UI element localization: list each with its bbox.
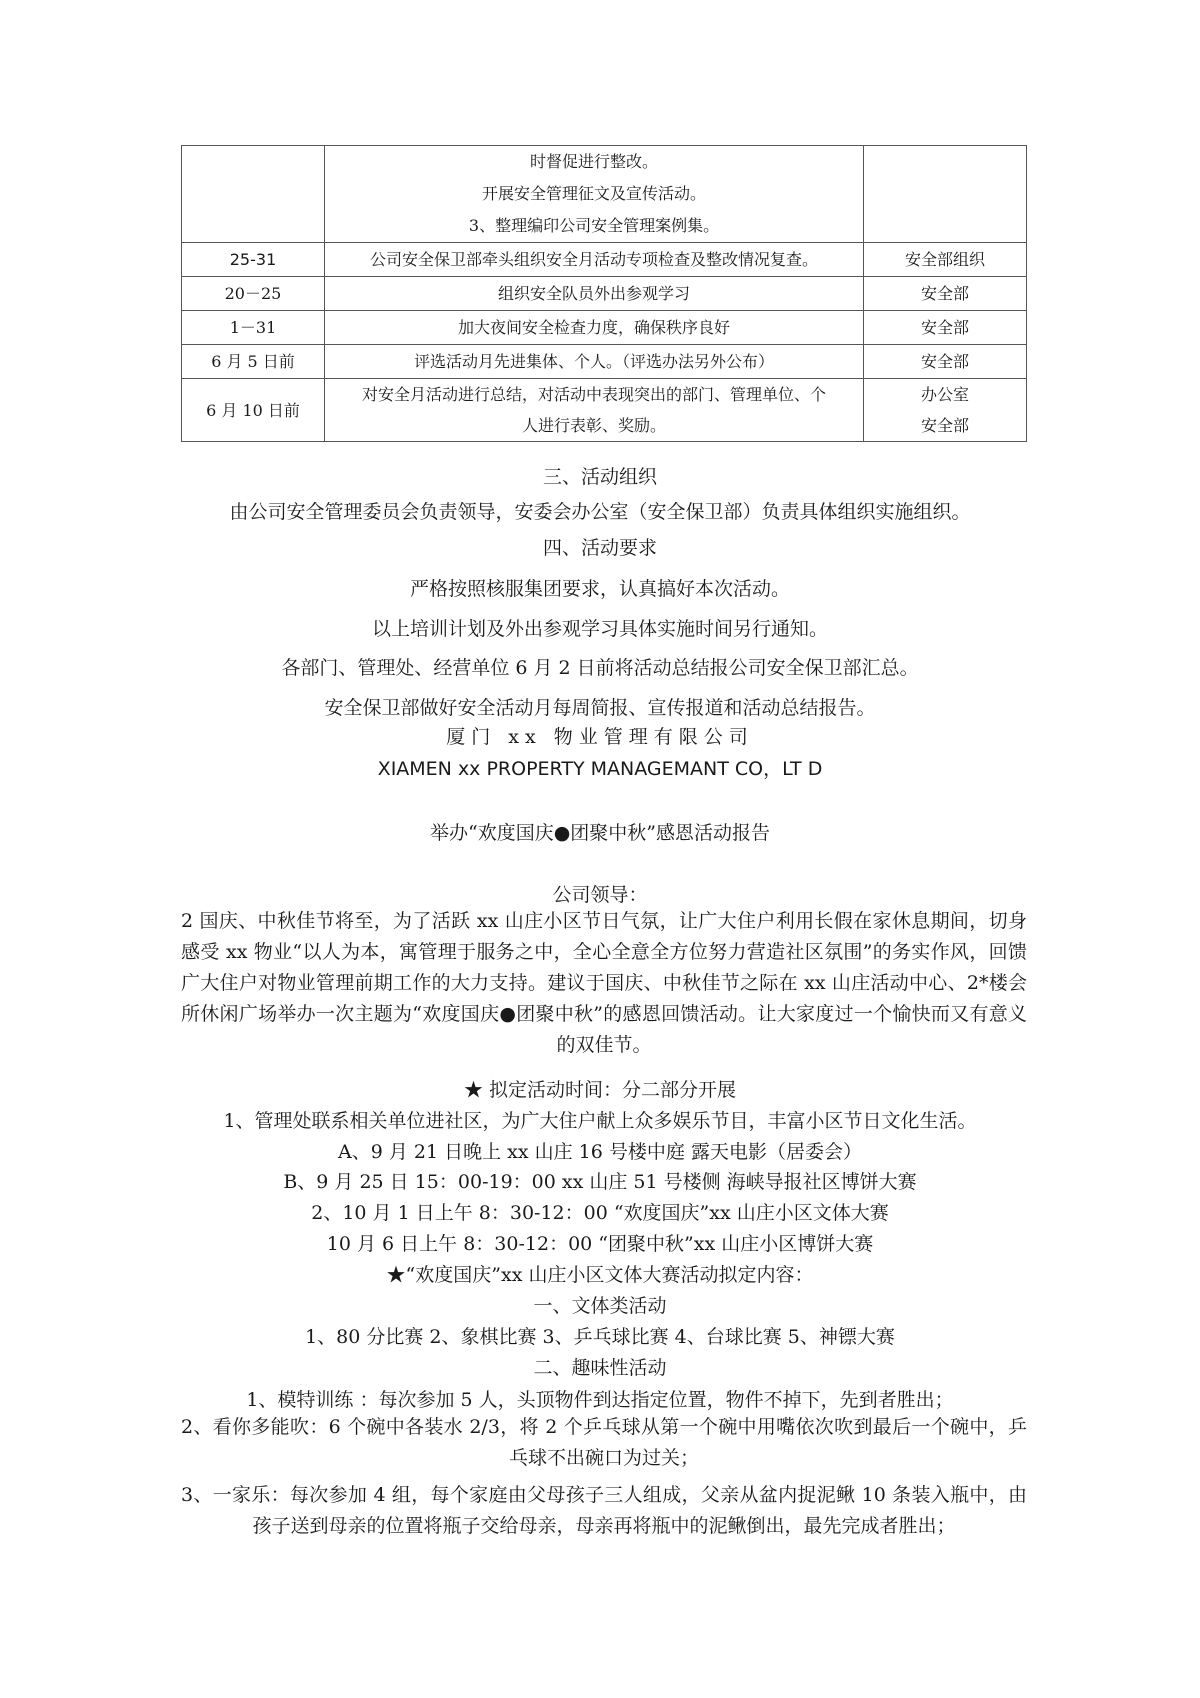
activity-time-heading: ★ 拟定活动时间：分二部分开展 xyxy=(463,1079,737,1101)
dept-cell: 办公室 安全部 xyxy=(864,379,1027,442)
date-cell xyxy=(182,146,325,243)
dept-cell: 安全部组织 xyxy=(864,243,1027,277)
time-line: 2、10 月 1 日上午 8：30-12：00 “欢度国庆”xx 山庄小区文体大赛 xyxy=(311,1202,889,1224)
time-line: A、9 月 21 日晚上 xx 山庄 16 号楼中庭 露天电影（居委会） xyxy=(338,1141,862,1163)
company-name-cn: 厦门 xx 物业管理有限公司 xyxy=(446,726,754,748)
fun-heading: 二、趣味性活动 xyxy=(533,1357,667,1379)
date-cell: 25-31 xyxy=(182,243,325,277)
dept-cell xyxy=(864,146,1027,243)
time-line: 10 月 6 日上午 8：30-12：00 “团聚中秋”xx 山庄小区博饼大赛 xyxy=(326,1233,874,1255)
fun-item: 2、看你多能吹：6 个碗中各装水 2/3，将 2 个乒乓球从第一个碗中用嘴依次吹到最后一个碗中，乒乓球不出碗口为过关； xyxy=(181,1416,1027,1469)
table-row xyxy=(182,277,1027,311)
requirement-item: 各部门、管理处、经营单位 6 月 2 日前将活动总结报公司安全保卫部汇总。 xyxy=(281,657,919,679)
content-heading: ★“欢度国庆”xx 山庄小区文体大赛活动拟定内容： xyxy=(386,1264,814,1286)
requirement-item: 严格按照核服集团要求，认真搞好本次活动。 xyxy=(409,578,790,600)
content-cell: 组织安全队员外出参观学习 xyxy=(325,277,864,311)
sport-items: 1、80 分比赛 2、象棋比赛 3、乒乓球比赛 4、台球比赛 5、神镖大赛 xyxy=(305,1326,895,1348)
section-heading-organization: 三、活动组织 xyxy=(542,466,657,488)
content-cell: 评选活动月先进集体、个人。（评选办法另外公布） xyxy=(325,345,864,379)
content-cell: 时督促进行整改。 开展安全管理征文及宣传活动。 3、整理编印公司安全管理案例集。 xyxy=(325,146,864,243)
company-name-en: XIAMEN xx PROPERTY MANAGEMANT CO，LT D xyxy=(377,758,823,780)
table-row xyxy=(182,379,1027,442)
table-row xyxy=(182,345,1027,379)
table-row xyxy=(182,243,1027,277)
dept-cell: 安全部 xyxy=(864,345,1027,379)
requirement-item: 安全保卫部做好安全活动月每周简报、宣传报道和活动总结报告。 xyxy=(324,697,876,719)
intro-paragraph: 2 国庆、中秋佳节将至，为了活跃 xx 山庄小区节日气氛，让广大住户利用长假在家休息期间，切身感受 xx 物业“以人为本，寓管理于服务之中，全心全意全方位努力营造社区氛围”的务实作风，回馈广大住户对物业管理前期工作的大力支持。建议于国庆、中秋佳节之际在 xx 山庄活动中心、2*楼会所休闲广场举办一次主题为“欢度国庆●团聚中秋”的感恩回馈活动。让大家度过一个愉快而又有意义的双佳节。 xyxy=(181,910,1027,1056)
requirement-item: 以上培训计划及外出参观学习具体实施时间另行通知。 xyxy=(371,618,828,640)
date-cell: 1－31 xyxy=(182,311,325,345)
date-cell: 6 月 10 日前 xyxy=(182,379,325,442)
date-cell: 20－25 xyxy=(182,277,325,311)
fun-item: 3、一家乐：每次参加 4 组，每个家庭由父母孩子三人组成，父亲从盆内捉泥鳅 10 条装入瓶中，由孩子送到母亲的位置将瓶子交给母亲，母亲再将瓶中的泥鳅倒出，最先完成者胜出； xyxy=(181,1484,1027,1537)
content-cell: 对安全月活动进行总结，对活动中表现突出的部门、管理单位、个 人进行表彰、奖励。 xyxy=(325,379,864,442)
content-cell: 加大夜间安全检查力度，确保秩序良好 xyxy=(325,311,864,345)
section-heading-requirements: 四、活动要求 xyxy=(542,537,657,559)
table-row xyxy=(182,311,1027,345)
salutation: 公司领导： xyxy=(552,884,648,906)
time-line: 1、管理处联系相关单位进社区，为广大住户献上众多娱乐节目，丰富小区节日文化生活。 xyxy=(223,1110,977,1132)
activity-schedule-table xyxy=(181,145,1027,442)
report-title: 举办“欢度国庆●团聚中秋”感恩活动报告 xyxy=(429,822,770,844)
dept-cell: 安全部 xyxy=(864,311,1027,345)
table-row xyxy=(182,146,1027,243)
organization-text: 由公司安全管理委员会负责领导，安委会办公室（安全保卫部）负责具体组织实施组织。 xyxy=(229,501,971,523)
date-cell: 6 月 5 日前 xyxy=(182,345,325,379)
content-cell: 公司安全保卫部牵头组织安全月活动专项检查及整改情况复查。 xyxy=(325,243,864,277)
sport-heading: 一、文体类活动 xyxy=(533,1295,667,1317)
time-line: B、9 月 25 日 15：00-19：00 xx 山庄 51 号楼侧 海峡导报社区博饼大赛 xyxy=(283,1171,917,1193)
fun-item: 1、模特训练 ：每次参加 5 人，头顶物件到达指定位置，物件不掉下，先到者胜出； xyxy=(246,1389,954,1411)
dept-cell: 安全部 xyxy=(864,277,1027,311)
